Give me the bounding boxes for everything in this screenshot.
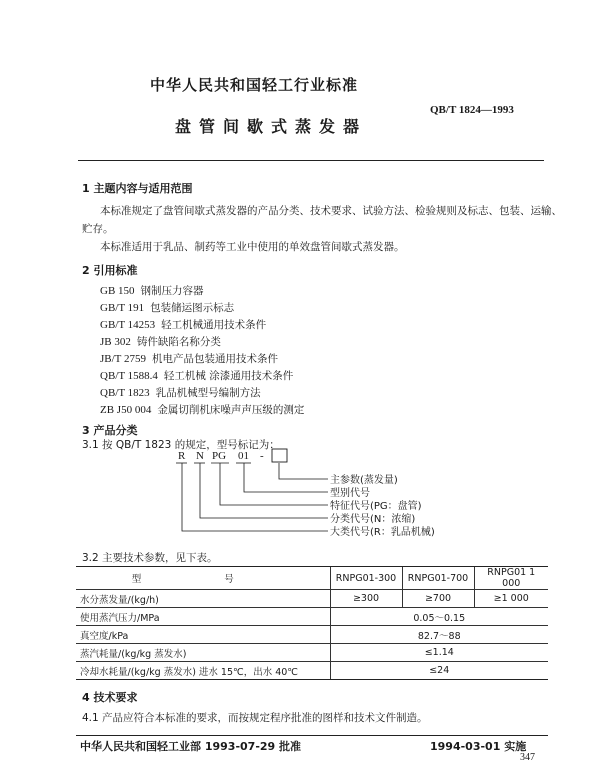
table-cell-label: 使用蒸汽压力/MPa [76, 608, 330, 626]
reference-item: ZB J50 004 金属切削机床噪声声压级的测定 [100, 404, 305, 416]
label-feature-code: 特征代号(PG：盘管) [330, 501, 422, 512]
standard-code: QB/T 1824—1993 [430, 104, 514, 116]
approval-statement: 中华人民共和国轻工业部 1993-07-29 批准 [80, 740, 302, 753]
reference-item: GB/T 191 包装储运图示标志 [100, 302, 235, 314]
table-cell-label: 冷却水耗量/(kg/kg 蒸发水) 进水 15℃，出水 40℃ [76, 662, 330, 680]
label-class-code: 分类代号(N：浓缩) [330, 514, 416, 525]
table-cell: ≤1.14 [330, 644, 548, 662]
technical-parameters-table [76, 566, 548, 680]
label-type-code: 型别代号 [330, 488, 370, 499]
table-cell: ≥700 [402, 590, 474, 608]
model-designation-diagram [176, 446, 476, 546]
page-number: 347 [520, 752, 535, 763]
table-cell: 0.05～0.15 [330, 608, 548, 626]
header-divider [78, 160, 544, 161]
standard-title: 中华人民共和国轻工行业标准 [150, 76, 359, 94]
table-cell: 82.7～88 [330, 626, 548, 644]
reference-item: QB/T 1588.4 轻工机械 涂漆通用技术条件 [100, 370, 294, 382]
table-header-col: RNPG01 1 000 [474, 567, 548, 590]
table-header-model: 型 号 [76, 567, 330, 590]
document-title: 盘管间歇式蒸发器 [175, 117, 368, 136]
section-4-heading: 4 技术要求 [82, 691, 138, 704]
label-main-parameter: 主参数(蒸发量) [330, 475, 398, 486]
designation-letter-r: R [178, 450, 186, 462]
reference-item: GB 150 钢制压力容器 [100, 285, 204, 297]
table-cell: ≥300 [330, 590, 402, 608]
section-2-heading: 2 引用标准 [82, 264, 138, 277]
reference-item: JB/T 2759 机电产品包装通用技术条件 [100, 353, 278, 365]
section-1-paragraph-1: 本标准规定了盘管间歇式蒸发器的产品分类、技术要求、试验方法、检验规则及标志、包装、运输、 [100, 205, 562, 217]
table-cell: ≥1 000 [474, 590, 548, 608]
reference-item: GB/T 14253 轻工机械通用技术条件 [100, 319, 267, 331]
reference-item: QB/T 1823 乳品机械型号编制方法 [100, 387, 261, 399]
reference-item: JB 302 铸件缺陷名称分类 [100, 336, 221, 348]
main-parameter-box [272, 449, 287, 462]
section-3-heading: 3 产品分类 [82, 424, 138, 437]
designation-dash: - [260, 450, 264, 462]
table-header-col: RNPG01-700 [402, 567, 474, 590]
designation-letter-pg: PG [212, 450, 227, 462]
implementation-date: 1994-03-01 实施 [430, 740, 527, 753]
section-1-heading: 1 主题内容与适用范围 [82, 182, 193, 195]
table-cell: ≤24 [330, 662, 548, 680]
table-row [76, 662, 548, 680]
designation-number-01: 01 [238, 450, 249, 462]
table-cell-label: 水分蒸发量/(kg/h) [76, 590, 330, 608]
clause-4-1: 4.1 产品应符合本标准的要求，而按规定程序批准的图样和技术文件制造。 [82, 712, 428, 724]
clause-3-1: 3.1 按 QB/T 1823 的规定，型号标记为： [82, 439, 280, 451]
table-header-row [76, 567, 548, 590]
section-1-paragraph-2: 本标准适用于乳品、制药等工业中使用的单效盘管间歇式蒸发器。 [100, 241, 405, 253]
designation-letter-n: N [196, 450, 204, 462]
table-cell-label: 蒸汽耗量/(kg/kg 蒸发水) [76, 644, 330, 662]
table-row [76, 608, 548, 626]
clause-3-2: 3.2 主要技术参数，见下表。 [82, 552, 218, 564]
label-category-code: 大类代号(R：乳品机械) [330, 527, 435, 538]
table-header-col: RNPG01-300 [330, 567, 402, 590]
table-cell-label: 真空度/kPa [76, 626, 330, 644]
footer-divider [76, 735, 548, 736]
table-row [76, 590, 548, 608]
table-row [76, 644, 548, 662]
section-1-paragraph-1-cont: 贮存。 [82, 223, 114, 235]
table-row [76, 626, 548, 644]
